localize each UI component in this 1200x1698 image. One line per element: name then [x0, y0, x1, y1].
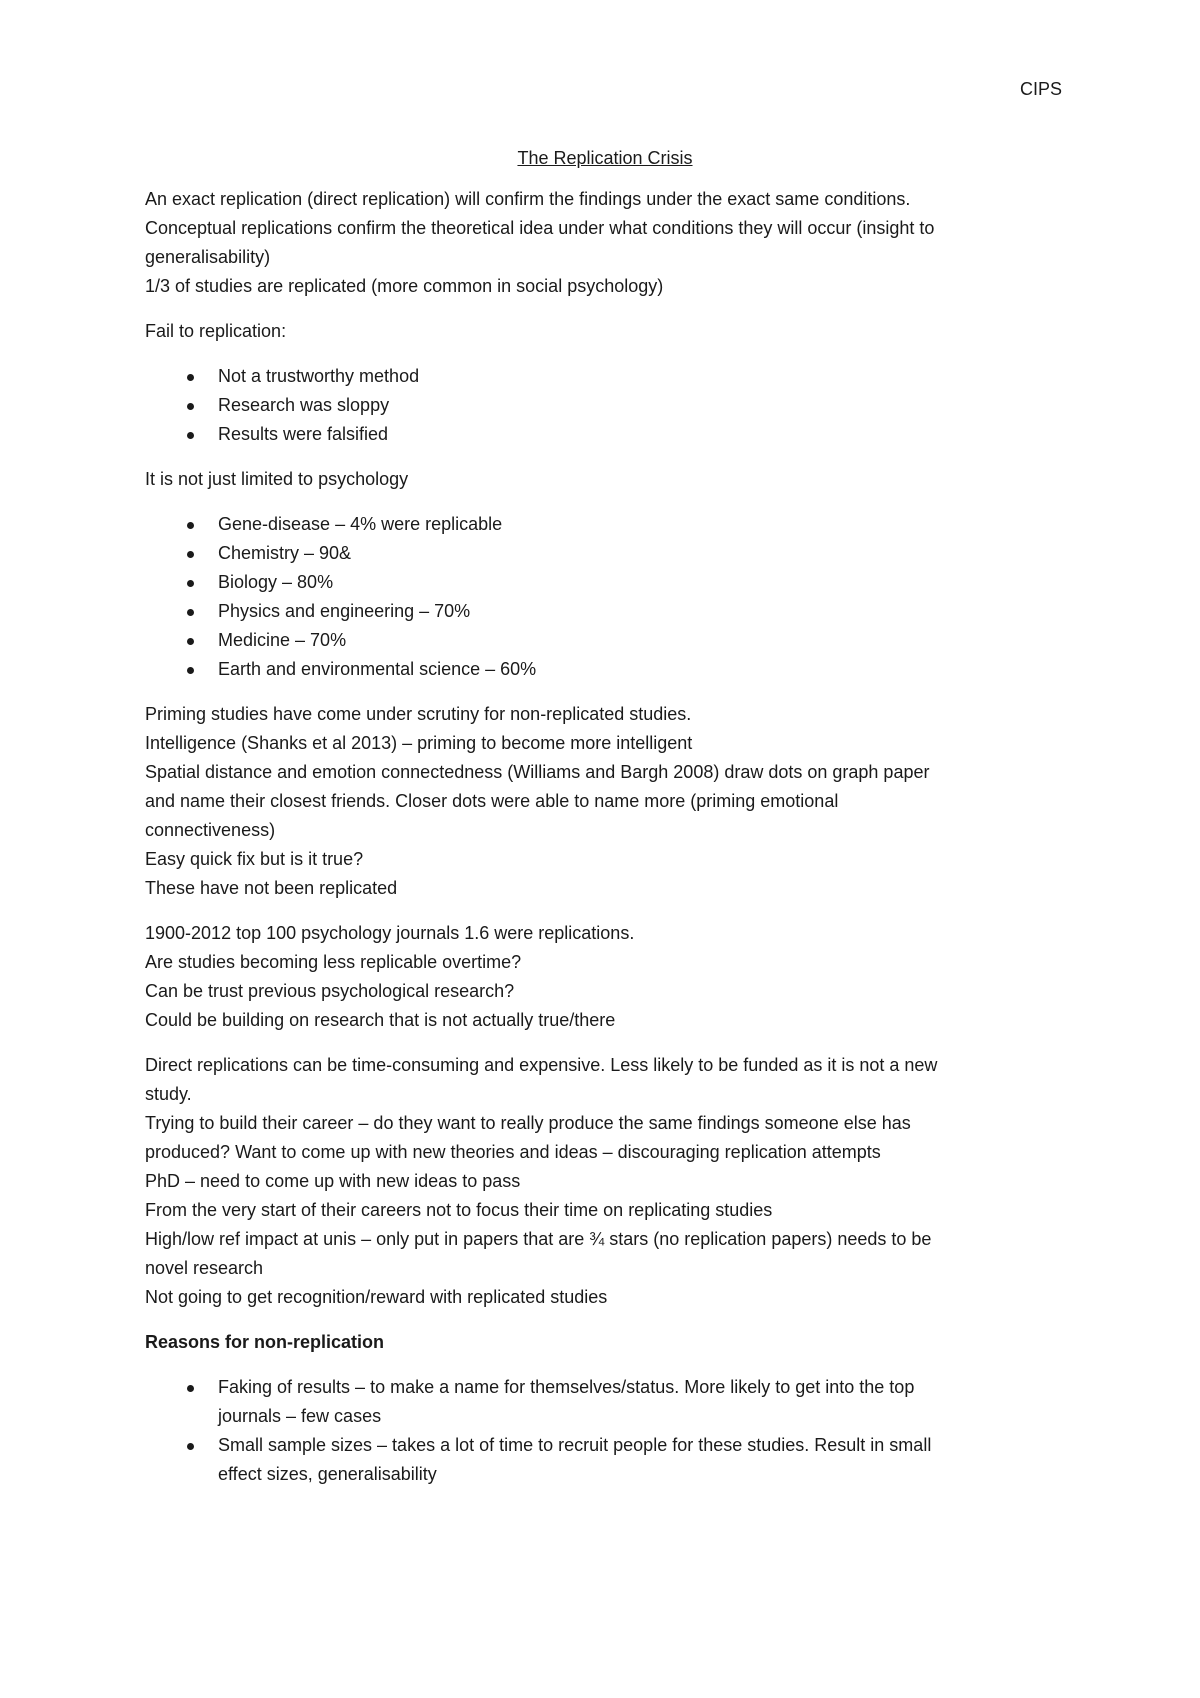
text-line: These have not been replicated [145, 878, 398, 898]
fail-list [145, 362, 1065, 449]
text-line: Could be building on research that is not actually true/there [145, 1010, 616, 1030]
bullet-icon [187, 609, 194, 616]
page-title: The Replication Crisis [517, 148, 693, 168]
limited-heading [145, 465, 1065, 494]
list-item-text: Not a trustworthy method [218, 366, 420, 386]
priming-paragraph [145, 700, 1065, 903]
journals-paragraph [145, 919, 1065, 1035]
text-line: Spatial distance and emotion connectedness (Williams and Bargh 2008) draw dots on graph paper [145, 762, 930, 782]
list-item-text: journals – few cases [218, 1406, 382, 1426]
fail-heading [145, 317, 1065, 346]
text-line: From the very start of their careers not to focus their time on replicating studies [145, 1200, 773, 1220]
bullet-icon [187, 580, 194, 587]
list-item [145, 1373, 1065, 1431]
list-item [145, 539, 1065, 568]
text-line: Fail to replication: [145, 321, 287, 341]
text-line: Trying to build their career – do they want to really produce the same findings someone else has [145, 1113, 911, 1133]
text-line: High/low ref impact at unis – only put in papers that are ¾ stars (no replication papers) needs to be [145, 1229, 932, 1249]
list-item [145, 1431, 1065, 1489]
text-line: An exact replication (direct replication) will confirm the findings under the exact same conditions. [145, 189, 911, 209]
text-line: It is not just limited to psychology [145, 469, 409, 489]
list-item-text: Small sample sizes – takes a lot of time to recruit people for these studies. Result in small [218, 1435, 932, 1455]
bullet-icon [187, 667, 194, 674]
list-item-text: Earth and environmental science – 60% [218, 659, 537, 679]
text-line: Can be trust previous psychological research? [145, 981, 515, 1001]
text-line: PhD – need to come up with new ideas to pass [145, 1171, 521, 1191]
bullet-icon [187, 522, 194, 529]
text-line: Direct replications can be time-consuming and expensive. Less likely to be funded as it is not a new [145, 1055, 938, 1075]
bullet-icon [187, 1385, 194, 1392]
limited-list [145, 510, 1065, 684]
list-item-text: Faking of results – to make a name for themselves/status. More likely to get into the top [218, 1377, 915, 1397]
header-label: CIPS [1019, 79, 1062, 99]
bullet-icon [187, 1443, 194, 1450]
bullet-icon [187, 638, 194, 645]
text-line: 1/3 of studies are replicated (more common in social psychology) [145, 276, 664, 296]
list-item [145, 362, 1065, 391]
list-item [145, 568, 1065, 597]
text-line: produced? Want to come up with new theories and ideas – discouraging replication attempts [145, 1142, 881, 1162]
list-item [145, 597, 1065, 626]
text-line: study. [145, 1084, 192, 1104]
text-line: Intelligence (Shanks et al 2013) – priming to become more intelligent [145, 733, 693, 753]
reasons-list [145, 1373, 1065, 1489]
list-item-text: Gene-disease – 4% were replicable [218, 514, 503, 534]
text-line: connectiveness) [145, 820, 276, 840]
list-item [145, 391, 1065, 420]
list-item [145, 655, 1065, 684]
text-line: and name their closest friends. Closer dots were able to name more (priming emotional [145, 791, 839, 811]
text-line: generalisability) [145, 247, 271, 267]
intro-paragraph [145, 185, 1065, 301]
list-item-text: Physics and engineering – 70% [218, 601, 471, 621]
list-item-text: Chemistry – 90& [218, 543, 352, 563]
list-item-text: effect sizes, generalisability [218, 1464, 437, 1484]
reasons-heading [145, 1328, 1065, 1357]
list-item-text: Biology – 80% [218, 572, 334, 592]
text-line: 1900-2012 top 100 psychology journals 1.6 were replications. [145, 923, 635, 943]
list-item-text: Research was sloppy [218, 395, 390, 415]
list-item [145, 510, 1065, 539]
text-line: Priming studies have come under scrutiny for non-replicated studies. [145, 704, 692, 724]
list-item-text: Results were falsified [218, 424, 389, 444]
bullet-icon [187, 403, 194, 410]
bullet-icon [187, 374, 194, 381]
text-line: Conceptual replications confirm the theoretical idea under what conditions they will occur (insight to [145, 218, 935, 238]
list-item-text: Medicine – 70% [218, 630, 347, 650]
bullet-icon [187, 551, 194, 558]
document-body [145, 147, 1065, 1505]
section-heading: Reasons for non-replication [145, 1332, 385, 1352]
direct-replication-paragraph [145, 1051, 1065, 1312]
list-item [145, 626, 1065, 655]
bullet-icon [187, 432, 194, 439]
text-line: Not going to get recognition/reward with replicated studies [145, 1287, 608, 1307]
text-line: novel research [145, 1258, 264, 1278]
text-line: Are studies becoming less replicable overtime? [145, 952, 522, 972]
list-item [145, 420, 1065, 449]
text-line: Easy quick fix but is it true? [145, 849, 364, 869]
